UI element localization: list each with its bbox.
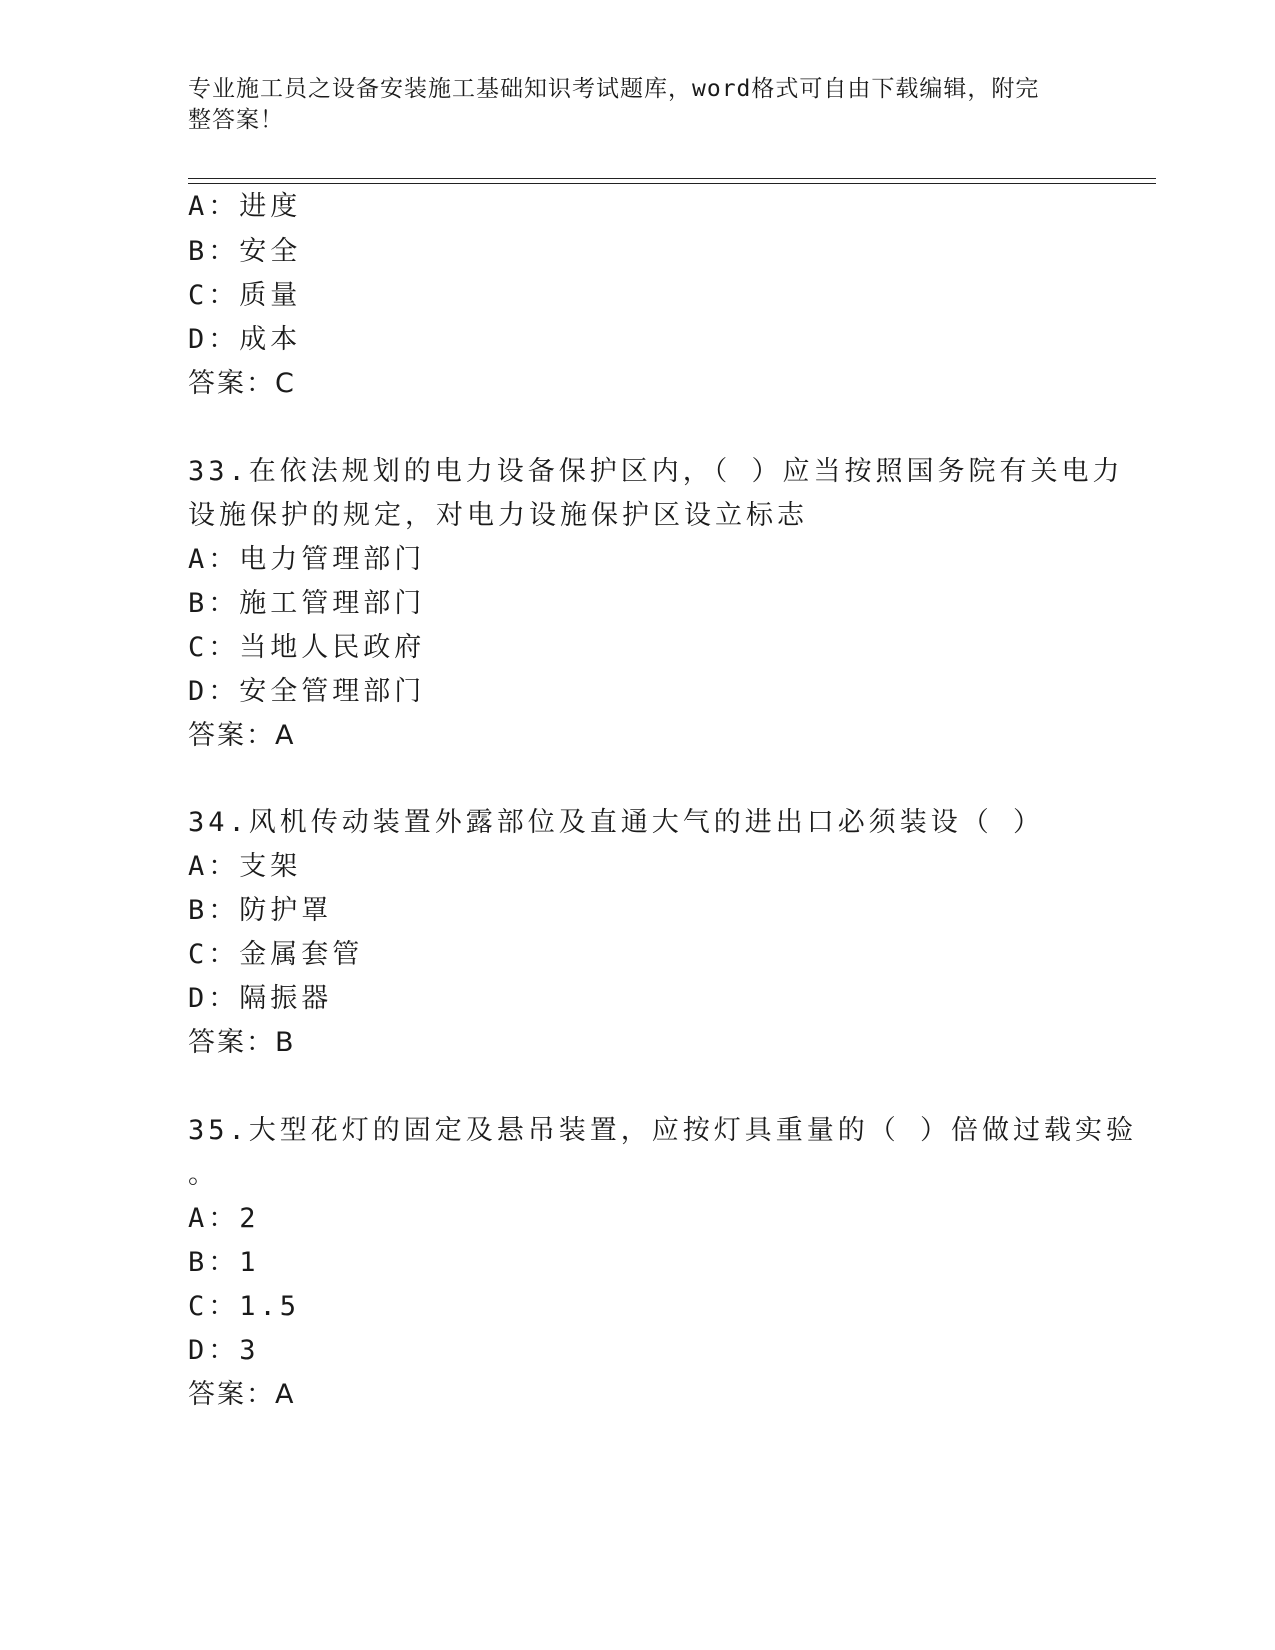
option-b: B：1 <box>188 1247 260 1278</box>
option-c: C：质量 <box>188 280 302 311</box>
header-divider-bottom <box>188 183 1156 184</box>
option-d: D：成本 <box>188 324 302 355</box>
option-a: A：支架 <box>188 851 302 882</box>
option-d: D：3 <box>188 1335 260 1366</box>
option-c: C：金属套管 <box>188 939 364 970</box>
option-b: B：安全 <box>188 236 302 267</box>
answer-label: 答案：B <box>188 1027 296 1058</box>
question-stem-line-1: 33.在依法规划的电力设备保护区内，（ ）应当按照国务院有关电力 <box>188 456 1124 487</box>
header-line-1: 专业施工员之设备安装施工基础知识考试题库，word格式可自由下载编辑，附完 <box>188 76 1040 102</box>
header-line-2: 整答案！ <box>188 107 284 133</box>
option-b: B：防护罩 <box>188 895 333 926</box>
option-c: C：当地人民政府 <box>188 632 426 663</box>
answer-label: 答案：A <box>188 1379 296 1410</box>
question-stem-line-2: 设施保护的规定，对电力设施保护区设立标志 <box>188 500 808 531</box>
question-stem-line-2: 。 <box>188 1159 219 1190</box>
option-d: D：隔振器 <box>188 983 333 1014</box>
question-stem-line-1: 34.风机传动装置外露部位及直通大气的进出口必须装设（ ） <box>188 807 1045 838</box>
option-a: A：2 <box>188 1203 260 1234</box>
option-d: D：安全管理部门 <box>188 676 426 707</box>
answer-label: 答案：A <box>188 720 296 751</box>
answer-label: 答案：C <box>188 368 296 399</box>
header-divider-top <box>188 178 1156 179</box>
document-header <box>188 74 1068 136</box>
option-a: A：进度 <box>188 191 302 222</box>
option-a: A：电力管理部门 <box>188 544 426 575</box>
question-stem-line-1: 35.大型花灯的固定及悬吊装置，应按灯具重量的（ ）倍做过载实验 <box>188 1115 1138 1146</box>
option-b: B：施工管理部门 <box>188 588 426 619</box>
option-c: C：1.5 <box>188 1291 301 1322</box>
